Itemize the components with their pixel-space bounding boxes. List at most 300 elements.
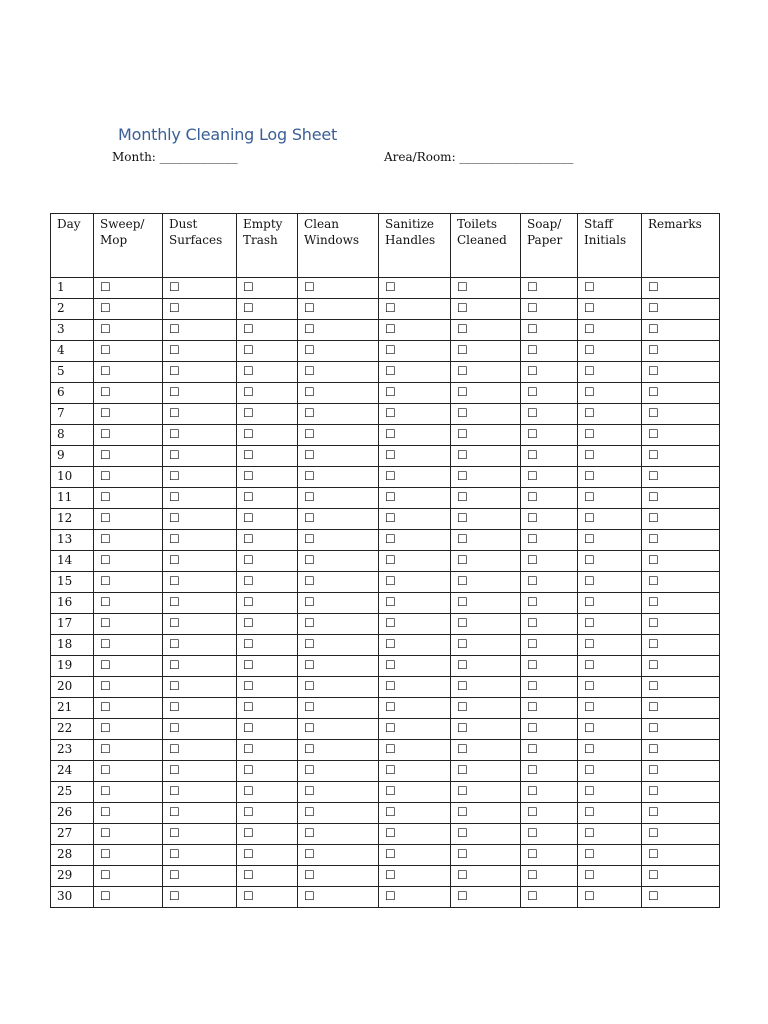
cell-staff-initials[interactable]	[578, 866, 642, 887]
cell-remarks[interactable]	[642, 635, 720, 656]
checkbox-icon[interactable]: ☐	[100, 406, 111, 420]
checkbox-icon[interactable]: ☐	[584, 322, 595, 336]
cell-sanitize-handles[interactable]	[379, 824, 451, 845]
checkbox-icon[interactable]: ☐	[648, 406, 659, 420]
checkbox-icon[interactable]: ☐	[169, 889, 180, 903]
checkbox-icon[interactable]: ☐	[385, 448, 396, 462]
checkbox-icon[interactable]: ☐	[527, 406, 538, 420]
checkbox-icon[interactable]: ☐	[169, 700, 180, 714]
checkbox-icon[interactable]: ☐	[243, 427, 254, 441]
cell-remarks[interactable]	[642, 320, 720, 341]
checkbox-icon[interactable]: ☐	[385, 595, 396, 609]
cell-dust-surfaces[interactable]	[163, 383, 237, 404]
checkbox-icon[interactable]: ☐	[304, 784, 315, 798]
checkbox-icon[interactable]: ☐	[385, 826, 396, 840]
cell-soap-paper[interactable]	[521, 425, 578, 446]
checkbox-icon[interactable]: ☐	[584, 847, 595, 861]
cell-staff-initials[interactable]	[578, 383, 642, 404]
checkbox-icon[interactable]: ☐	[243, 343, 254, 357]
checkbox-icon[interactable]: ☐	[584, 532, 595, 546]
cell-sanitize-handles[interactable]	[379, 278, 451, 299]
checkbox-icon[interactable]: ☐	[100, 637, 111, 651]
checkbox-icon[interactable]: ☐	[457, 490, 468, 504]
cell-soap-paper[interactable]	[521, 320, 578, 341]
checkbox-icon[interactable]: ☐	[648, 658, 659, 672]
checkbox-icon[interactable]: ☐	[243, 385, 254, 399]
checkbox-icon[interactable]: ☐	[457, 805, 468, 819]
cell-clean-windows[interactable]	[298, 719, 379, 740]
cell-dust-surfaces[interactable]	[163, 341, 237, 362]
cell-sweep-mop[interactable]	[94, 719, 163, 740]
cell-staff-initials[interactable]	[578, 614, 642, 635]
cell-dust-surfaces[interactable]	[163, 509, 237, 530]
cell-staff-initials[interactable]	[578, 425, 642, 446]
checkbox-icon[interactable]: ☐	[385, 301, 396, 315]
cell-dust-surfaces[interactable]	[163, 488, 237, 509]
checkbox-icon[interactable]: ☐	[304, 805, 315, 819]
cell-toilets-cleaned[interactable]	[451, 719, 521, 740]
checkbox-icon[interactable]: ☐	[457, 322, 468, 336]
cell-remarks[interactable]	[642, 698, 720, 719]
cell-toilets-cleaned[interactable]	[451, 425, 521, 446]
checkbox-icon[interactable]: ☐	[527, 658, 538, 672]
checkbox-icon[interactable]: ☐	[100, 532, 111, 546]
cell-dust-surfaces[interactable]	[163, 467, 237, 488]
checkbox-icon[interactable]: ☐	[100, 322, 111, 336]
cell-sanitize-handles[interactable]	[379, 656, 451, 677]
checkbox-icon[interactable]: ☐	[648, 448, 659, 462]
checkbox-icon[interactable]: ☐	[584, 616, 595, 630]
checkbox-icon[interactable]: ☐	[243, 784, 254, 798]
checkbox-icon[interactable]: ☐	[527, 385, 538, 399]
cell-clean-windows[interactable]	[298, 656, 379, 677]
cell-soap-paper[interactable]	[521, 341, 578, 362]
cell-sweep-mop[interactable]	[94, 740, 163, 761]
cell-sanitize-handles[interactable]	[379, 446, 451, 467]
cell-staff-initials[interactable]	[578, 761, 642, 782]
cell-toilets-cleaned[interactable]	[451, 383, 521, 404]
checkbox-icon[interactable]: ☐	[584, 490, 595, 504]
checkbox-icon[interactable]: ☐	[385, 637, 396, 651]
cell-soap-paper[interactable]	[521, 404, 578, 425]
checkbox-icon[interactable]: ☐	[584, 784, 595, 798]
cell-dust-surfaces[interactable]	[163, 761, 237, 782]
checkbox-icon[interactable]: ☐	[527, 868, 538, 882]
cell-dust-surfaces[interactable]	[163, 782, 237, 803]
checkbox-icon[interactable]: ☐	[584, 574, 595, 588]
checkbox-icon[interactable]: ☐	[457, 679, 468, 693]
checkbox-icon[interactable]: ☐	[527, 763, 538, 777]
checkbox-icon[interactable]: ☐	[385, 427, 396, 441]
checkbox-icon[interactable]: ☐	[385, 868, 396, 882]
cell-soap-paper[interactable]	[521, 824, 578, 845]
checkbox-icon[interactable]: ☐	[584, 826, 595, 840]
checkbox-icon[interactable]: ☐	[385, 406, 396, 420]
checkbox-icon[interactable]: ☐	[100, 847, 111, 861]
checkbox-icon[interactable]: ☐	[169, 742, 180, 756]
cell-dust-surfaces[interactable]	[163, 404, 237, 425]
cell-sanitize-handles[interactable]	[379, 404, 451, 425]
cell-empty-trash[interactable]	[237, 866, 298, 887]
cell-empty-trash[interactable]	[237, 362, 298, 383]
checkbox-icon[interactable]: ☐	[584, 805, 595, 819]
cell-toilets-cleaned[interactable]	[451, 446, 521, 467]
checkbox-icon[interactable]: ☐	[457, 742, 468, 756]
cell-remarks[interactable]	[642, 341, 720, 362]
cell-empty-trash[interactable]	[237, 782, 298, 803]
cell-sanitize-handles[interactable]	[379, 530, 451, 551]
cell-soap-paper[interactable]	[521, 614, 578, 635]
cell-staff-initials[interactable]	[578, 719, 642, 740]
checkbox-icon[interactable]: ☐	[457, 427, 468, 441]
checkbox-icon[interactable]: ☐	[243, 364, 254, 378]
checkbox-icon[interactable]: ☐	[457, 889, 468, 903]
checkbox-icon[interactable]: ☐	[457, 868, 468, 882]
checkbox-icon[interactable]: ☐	[385, 658, 396, 672]
cell-clean-windows[interactable]	[298, 635, 379, 656]
checkbox-icon[interactable]: ☐	[243, 763, 254, 777]
checkbox-icon[interactable]: ☐	[169, 448, 180, 462]
cell-soap-paper[interactable]	[521, 677, 578, 698]
cell-toilets-cleaned[interactable]	[451, 677, 521, 698]
checkbox-icon[interactable]: ☐	[304, 574, 315, 588]
checkbox-icon[interactable]: ☐	[100, 364, 111, 378]
cell-empty-trash[interactable]	[237, 404, 298, 425]
checkbox-icon[interactable]: ☐	[243, 847, 254, 861]
cell-toilets-cleaned[interactable]	[451, 551, 521, 572]
checkbox-icon[interactable]: ☐	[527, 469, 538, 483]
cell-toilets-cleaned[interactable]	[451, 530, 521, 551]
checkbox-icon[interactable]: ☐	[169, 532, 180, 546]
cell-sanitize-handles[interactable]	[379, 866, 451, 887]
cell-toilets-cleaned[interactable]	[451, 509, 521, 530]
cell-dust-surfaces[interactable]	[163, 866, 237, 887]
cell-toilets-cleaned[interactable]	[451, 656, 521, 677]
cell-sanitize-handles[interactable]	[379, 845, 451, 866]
checkbox-icon[interactable]: ☐	[385, 511, 396, 525]
cell-sweep-mop[interactable]	[94, 488, 163, 509]
cell-sanitize-handles[interactable]	[379, 572, 451, 593]
cell-soap-paper[interactable]	[521, 719, 578, 740]
cell-sweep-mop[interactable]	[94, 341, 163, 362]
cell-toilets-cleaned[interactable]	[451, 362, 521, 383]
cell-remarks[interactable]	[642, 446, 720, 467]
checkbox-icon[interactable]: ☐	[243, 553, 254, 567]
cell-remarks[interactable]	[642, 488, 720, 509]
checkbox-icon[interactable]: ☐	[169, 721, 180, 735]
cell-toilets-cleaned[interactable]	[451, 488, 521, 509]
cell-staff-initials[interactable]	[578, 341, 642, 362]
cell-soap-paper[interactable]	[521, 656, 578, 677]
checkbox-icon[interactable]: ☐	[584, 406, 595, 420]
checkbox-icon[interactable]: ☐	[100, 889, 111, 903]
cell-sweep-mop[interactable]	[94, 425, 163, 446]
checkbox-icon[interactable]: ☐	[169, 868, 180, 882]
cell-dust-surfaces[interactable]	[163, 740, 237, 761]
cell-remarks[interactable]	[642, 404, 720, 425]
cell-toilets-cleaned[interactable]	[451, 320, 521, 341]
cell-staff-initials[interactable]	[578, 782, 642, 803]
checkbox-icon[interactable]: ☐	[584, 700, 595, 714]
cell-toilets-cleaned[interactable]	[451, 761, 521, 782]
checkbox-icon[interactable]: ☐	[304, 763, 315, 777]
cell-sweep-mop[interactable]	[94, 320, 163, 341]
cell-remarks[interactable]	[642, 593, 720, 614]
cell-remarks[interactable]	[642, 803, 720, 824]
cell-toilets-cleaned[interactable]	[451, 341, 521, 362]
cell-remarks[interactable]	[642, 845, 720, 866]
cell-soap-paper[interactable]	[521, 530, 578, 551]
cell-sweep-mop[interactable]	[94, 551, 163, 572]
cell-staff-initials[interactable]	[578, 677, 642, 698]
checkbox-icon[interactable]: ☐	[527, 784, 538, 798]
cell-remarks[interactable]	[642, 740, 720, 761]
checkbox-icon[interactable]: ☐	[527, 490, 538, 504]
cell-staff-initials[interactable]	[578, 803, 642, 824]
cell-sweep-mop[interactable]	[94, 866, 163, 887]
checkbox-icon[interactable]: ☐	[243, 805, 254, 819]
cell-staff-initials[interactable]	[578, 698, 642, 719]
checkbox-icon[interactable]: ☐	[457, 385, 468, 399]
cell-clean-windows[interactable]	[298, 362, 379, 383]
checkbox-icon[interactable]: ☐	[169, 637, 180, 651]
cell-sweep-mop[interactable]	[94, 530, 163, 551]
cell-clean-windows[interactable]	[298, 488, 379, 509]
cell-remarks[interactable]	[642, 782, 720, 803]
cell-toilets-cleaned[interactable]	[451, 572, 521, 593]
checkbox-icon[interactable]: ☐	[527, 616, 538, 630]
cell-clean-windows[interactable]	[298, 782, 379, 803]
cell-sanitize-handles[interactable]	[379, 761, 451, 782]
cell-staff-initials[interactable]	[578, 572, 642, 593]
cell-dust-surfaces[interactable]	[163, 614, 237, 635]
cell-empty-trash[interactable]	[237, 488, 298, 509]
checkbox-icon[interactable]: ☐	[100, 469, 111, 483]
cell-sanitize-handles[interactable]	[379, 593, 451, 614]
cell-staff-initials[interactable]	[578, 530, 642, 551]
cell-clean-windows[interactable]	[298, 341, 379, 362]
checkbox-icon[interactable]: ☐	[100, 658, 111, 672]
cell-dust-surfaces[interactable]	[163, 887, 237, 908]
checkbox-icon[interactable]: ☐	[304, 364, 315, 378]
cell-empty-trash[interactable]	[237, 530, 298, 551]
checkbox-icon[interactable]: ☐	[457, 847, 468, 861]
checkbox-icon[interactable]: ☐	[169, 406, 180, 420]
cell-empty-trash[interactable]	[237, 593, 298, 614]
checkbox-icon[interactable]: ☐	[100, 868, 111, 882]
cell-soap-paper[interactable]	[521, 866, 578, 887]
cell-empty-trash[interactable]	[237, 761, 298, 782]
cell-remarks[interactable]	[642, 278, 720, 299]
cell-empty-trash[interactable]	[237, 383, 298, 404]
checkbox-icon[interactable]: ☐	[527, 343, 538, 357]
cell-toilets-cleaned[interactable]	[451, 467, 521, 488]
checkbox-icon[interactable]: ☐	[243, 406, 254, 420]
checkbox-icon[interactable]: ☐	[648, 868, 659, 882]
cell-sweep-mop[interactable]	[94, 572, 163, 593]
cell-empty-trash[interactable]	[237, 740, 298, 761]
cell-clean-windows[interactable]	[298, 593, 379, 614]
cell-toilets-cleaned[interactable]	[451, 824, 521, 845]
cell-sanitize-handles[interactable]	[379, 299, 451, 320]
checkbox-icon[interactable]: ☐	[457, 280, 468, 294]
checkbox-icon[interactable]: ☐	[304, 595, 315, 609]
cell-dust-surfaces[interactable]	[163, 362, 237, 383]
cell-sweep-mop[interactable]	[94, 383, 163, 404]
checkbox-icon[interactable]: ☐	[169, 805, 180, 819]
cell-staff-initials[interactable]	[578, 845, 642, 866]
checkbox-icon[interactable]: ☐	[243, 595, 254, 609]
cell-clean-windows[interactable]	[298, 677, 379, 698]
cell-sanitize-handles[interactable]	[379, 677, 451, 698]
cell-sanitize-handles[interactable]	[379, 635, 451, 656]
cell-remarks[interactable]	[642, 383, 720, 404]
cell-clean-windows[interactable]	[298, 299, 379, 320]
checkbox-icon[interactable]: ☐	[648, 637, 659, 651]
checkbox-icon[interactable]: ☐	[169, 490, 180, 504]
checkbox-icon[interactable]: ☐	[648, 385, 659, 399]
cell-toilets-cleaned[interactable]	[451, 614, 521, 635]
cell-sweep-mop[interactable]	[94, 698, 163, 719]
cell-sweep-mop[interactable]	[94, 887, 163, 908]
checkbox-icon[interactable]: ☐	[304, 532, 315, 546]
checkbox-icon[interactable]: ☐	[584, 742, 595, 756]
checkbox-icon[interactable]: ☐	[304, 868, 315, 882]
checkbox-icon[interactable]: ☐	[527, 847, 538, 861]
checkbox-icon[interactable]: ☐	[527, 826, 538, 840]
cell-empty-trash[interactable]	[237, 719, 298, 740]
cell-soap-paper[interactable]	[521, 488, 578, 509]
cell-sanitize-handles[interactable]	[379, 509, 451, 530]
checkbox-icon[interactable]: ☐	[648, 343, 659, 357]
checkbox-icon[interactable]: ☐	[304, 469, 315, 483]
checkbox-icon[interactable]: ☐	[169, 763, 180, 777]
cell-sanitize-handles[interactable]	[379, 341, 451, 362]
checkbox-icon[interactable]: ☐	[457, 616, 468, 630]
checkbox-icon[interactable]: ☐	[457, 595, 468, 609]
cell-staff-initials[interactable]	[578, 740, 642, 761]
checkbox-icon[interactable]: ☐	[648, 679, 659, 693]
cell-soap-paper[interactable]	[521, 551, 578, 572]
cell-sweep-mop[interactable]	[94, 677, 163, 698]
cell-remarks[interactable]	[642, 761, 720, 782]
cell-sanitize-handles[interactable]	[379, 803, 451, 824]
checkbox-icon[interactable]: ☐	[584, 343, 595, 357]
checkbox-icon[interactable]: ☐	[304, 490, 315, 504]
cell-sweep-mop[interactable]	[94, 761, 163, 782]
checkbox-icon[interactable]: ☐	[385, 343, 396, 357]
cell-empty-trash[interactable]	[237, 467, 298, 488]
cell-empty-trash[interactable]	[237, 656, 298, 677]
checkbox-icon[interactable]: ☐	[385, 385, 396, 399]
checkbox-icon[interactable]: ☐	[304, 847, 315, 861]
cell-empty-trash[interactable]	[237, 278, 298, 299]
cell-soap-paper[interactable]	[521, 278, 578, 299]
checkbox-icon[interactable]: ☐	[584, 553, 595, 567]
cell-sanitize-handles[interactable]	[379, 740, 451, 761]
checkbox-icon[interactable]: ☐	[243, 679, 254, 693]
cell-sanitize-handles[interactable]	[379, 719, 451, 740]
cell-empty-trash[interactable]	[237, 803, 298, 824]
checkbox-icon[interactable]: ☐	[584, 763, 595, 777]
checkbox-icon[interactable]: ☐	[243, 889, 254, 903]
cell-sweep-mop[interactable]	[94, 593, 163, 614]
checkbox-icon[interactable]: ☐	[527, 889, 538, 903]
checkbox-icon[interactable]: ☐	[648, 511, 659, 525]
cell-remarks[interactable]	[642, 614, 720, 635]
cell-sweep-mop[interactable]	[94, 803, 163, 824]
cell-soap-paper[interactable]	[521, 446, 578, 467]
cell-dust-surfaces[interactable]	[163, 530, 237, 551]
cell-clean-windows[interactable]	[298, 404, 379, 425]
cell-clean-windows[interactable]	[298, 551, 379, 572]
checkbox-icon[interactable]: ☐	[243, 658, 254, 672]
cell-sanitize-handles[interactable]	[379, 614, 451, 635]
cell-sanitize-handles[interactable]	[379, 551, 451, 572]
cell-staff-initials[interactable]	[578, 404, 642, 425]
cell-soap-paper[interactable]	[521, 740, 578, 761]
checkbox-icon[interactable]: ☐	[584, 364, 595, 378]
cell-dust-surfaces[interactable]	[163, 635, 237, 656]
checkbox-icon[interactable]: ☐	[304, 700, 315, 714]
checkbox-icon[interactable]: ☐	[100, 826, 111, 840]
checkbox-icon[interactable]: ☐	[100, 511, 111, 525]
cell-dust-surfaces[interactable]	[163, 425, 237, 446]
cell-soap-paper[interactable]	[521, 761, 578, 782]
cell-empty-trash[interactable]	[237, 614, 298, 635]
checkbox-icon[interactable]: ☐	[457, 700, 468, 714]
checkbox-icon[interactable]: ☐	[169, 322, 180, 336]
checkbox-icon[interactable]: ☐	[385, 280, 396, 294]
cell-soap-paper[interactable]	[521, 698, 578, 719]
checkbox-icon[interactable]: ☐	[243, 637, 254, 651]
checkbox-icon[interactable]: ☐	[100, 616, 111, 630]
checkbox-icon[interactable]: ☐	[304, 343, 315, 357]
cell-soap-paper[interactable]	[521, 362, 578, 383]
checkbox-icon[interactable]: ☐	[648, 490, 659, 504]
checkbox-icon[interactable]: ☐	[457, 532, 468, 546]
checkbox-icon[interactable]: ☐	[457, 448, 468, 462]
cell-clean-windows[interactable]	[298, 425, 379, 446]
checkbox-icon[interactable]: ☐	[648, 574, 659, 588]
checkbox-icon[interactable]: ☐	[527, 322, 538, 336]
checkbox-icon[interactable]: ☐	[169, 679, 180, 693]
checkbox-icon[interactable]: ☐	[385, 679, 396, 693]
checkbox-icon[interactable]: ☐	[169, 427, 180, 441]
checkbox-icon[interactable]: ☐	[100, 343, 111, 357]
checkbox-icon[interactable]: ☐	[243, 469, 254, 483]
cell-soap-paper[interactable]	[521, 803, 578, 824]
cell-clean-windows[interactable]	[298, 698, 379, 719]
checkbox-icon[interactable]: ☐	[527, 805, 538, 819]
cell-sweep-mop[interactable]	[94, 614, 163, 635]
checkbox-icon[interactable]: ☐	[385, 490, 396, 504]
cell-remarks[interactable]	[642, 656, 720, 677]
cell-empty-trash[interactable]	[237, 698, 298, 719]
cell-remarks[interactable]	[642, 509, 720, 530]
cell-dust-surfaces[interactable]	[163, 551, 237, 572]
checkbox-icon[interactable]: ☐	[304, 889, 315, 903]
checkbox-icon[interactable]: ☐	[527, 280, 538, 294]
cell-sweep-mop[interactable]	[94, 467, 163, 488]
cell-staff-initials[interactable]	[578, 446, 642, 467]
cell-clean-windows[interactable]	[298, 467, 379, 488]
cell-remarks[interactable]	[642, 677, 720, 698]
cell-sanitize-handles[interactable]	[379, 698, 451, 719]
checkbox-icon[interactable]: ☐	[100, 721, 111, 735]
checkbox-icon[interactable]: ☐	[648, 595, 659, 609]
checkbox-icon[interactable]: ☐	[385, 532, 396, 546]
